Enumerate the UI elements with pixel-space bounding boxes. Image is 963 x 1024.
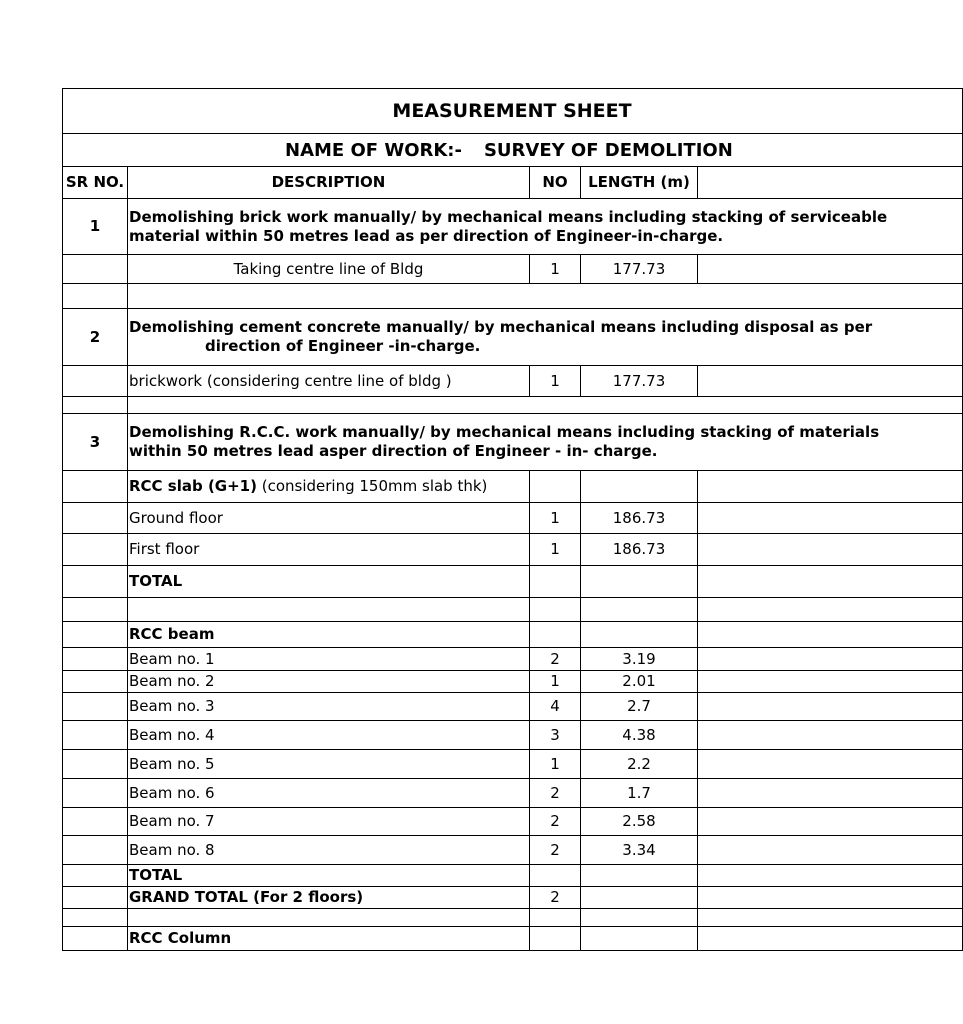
spacer-row — [63, 397, 963, 414]
row-length: 2.58 — [581, 808, 698, 836]
row-length: 4.38 — [581, 721, 698, 750]
row-no: 1 — [530, 534, 581, 566]
row-length: 1.7 — [581, 779, 698, 808]
row-no: 2 — [530, 808, 581, 836]
measurement-sheet — [62, 88, 888, 951]
item-heading-row — [63, 414, 963, 471]
row-description: Beam no. 6 — [128, 779, 530, 808]
row-description: Beam no. 2 — [128, 671, 530, 693]
row-no: 2 — [530, 648, 581, 671]
row-no: 1 — [530, 503, 581, 534]
row-no: 3 — [530, 721, 581, 750]
row-length: 177.73 — [581, 366, 698, 397]
rcc-beam-heading-row — [63, 622, 963, 648]
rcc-slab-heading: RCC slab (G+1) (considering 150mm slab thk) — [128, 471, 530, 503]
row-length: 2.01 — [581, 671, 698, 693]
row-no: 1 — [530, 750, 581, 779]
row-description: First floor — [128, 534, 530, 566]
item-description: Demolishing brick work manually/ by mechanical means including stacking of serviceable material within 50 metres lead as per direction of Engineer-in-charge. — [128, 199, 963, 255]
rcc-column-heading-row — [63, 927, 963, 951]
row-description: Beam no. 8 — [128, 836, 530, 865]
total-label: TOTAL — [128, 566, 530, 598]
sr-number: 2 — [63, 309, 128, 366]
total-label: TOTAL — [128, 865, 530, 887]
table-row — [63, 721, 963, 750]
row-no: 1 — [530, 366, 581, 397]
col-header-length: LENGTH (m) — [581, 167, 698, 199]
row-length: 2.7 — [581, 693, 698, 721]
table-row — [63, 836, 963, 865]
row-no: 4 — [530, 693, 581, 721]
item-description: Demolishing cement concrete manually/ by mechanical means including disposal as per direction of Engineer -in-charge. — [128, 309, 963, 366]
row-description: Beam no. 7 — [128, 808, 530, 836]
total-row — [63, 865, 963, 887]
sr-number: 1 — [63, 199, 128, 255]
rcc-column-heading: RCC Column — [128, 927, 530, 951]
rcc-slab-heading-row — [63, 471, 963, 503]
item-heading-row — [63, 199, 963, 255]
title-row — [63, 89, 963, 134]
name-of-work-value: SURVEY OF DEMOLITION — [483, 139, 733, 161]
grand-total-no: 2 — [530, 887, 581, 909]
spacer-row — [63, 284, 963, 309]
row-description: brickwork (considering centre line of bldg ) — [128, 366, 530, 397]
table-row — [63, 366, 963, 397]
row-description: Beam no. 1 — [128, 648, 530, 671]
row-no: 1 — [530, 255, 581, 284]
sr-number: 3 — [63, 414, 128, 471]
row-description: Beam no. 4 — [128, 721, 530, 750]
table-row — [63, 750, 963, 779]
row-no: 2 — [530, 779, 581, 808]
table-row — [63, 808, 963, 836]
grand-total-label: GRAND TOTAL (For 2 floors) — [128, 887, 530, 909]
row-description: Ground floor — [128, 503, 530, 534]
col-header-sr-no: SR NO. — [63, 167, 128, 199]
table-row — [63, 671, 963, 693]
sheet-title: MEASUREMENT SHEET — [63, 89, 963, 134]
spacer-row — [63, 598, 963, 622]
total-row — [63, 566, 963, 598]
table-row — [63, 255, 963, 284]
measurement-table — [62, 88, 963, 951]
col-header-description: DESCRIPTION — [128, 167, 530, 199]
table-row — [63, 693, 963, 721]
row-description: Beam no. 3 — [128, 693, 530, 721]
row-length: 177.73 — [581, 255, 698, 284]
row-length: 186.73 — [581, 503, 698, 534]
rcc-beam-heading: RCC beam — [128, 622, 530, 648]
col-header-no: NO — [530, 167, 581, 199]
row-description: Taking centre line of Bldg — [128, 255, 530, 284]
item-description: Demolishing R.C.C. work manually/ by mechanical means including stacking of materials within 50 metres lead asper direction of Engineer - in- charge. — [128, 414, 963, 471]
row-no: 1 — [530, 671, 581, 693]
table-row — [63, 779, 963, 808]
name-of-work-row — [63, 134, 963, 167]
grand-total-row — [63, 887, 963, 909]
row-no: 2 — [530, 836, 581, 865]
table-row — [63, 503, 963, 534]
row-length: 3.19 — [581, 648, 698, 671]
header-row — [63, 167, 963, 199]
row-description: Beam no. 5 — [128, 750, 530, 779]
row-length: 3.34 — [581, 836, 698, 865]
name-of-work-label: NAME OF WORK:- — [285, 139, 462, 161]
row-length: 2.2 — [581, 750, 698, 779]
table-row — [63, 534, 963, 566]
row-length: 186.73 — [581, 534, 698, 566]
table-row — [63, 648, 963, 671]
item-heading-row — [63, 309, 963, 366]
spacer-row — [63, 909, 963, 927]
